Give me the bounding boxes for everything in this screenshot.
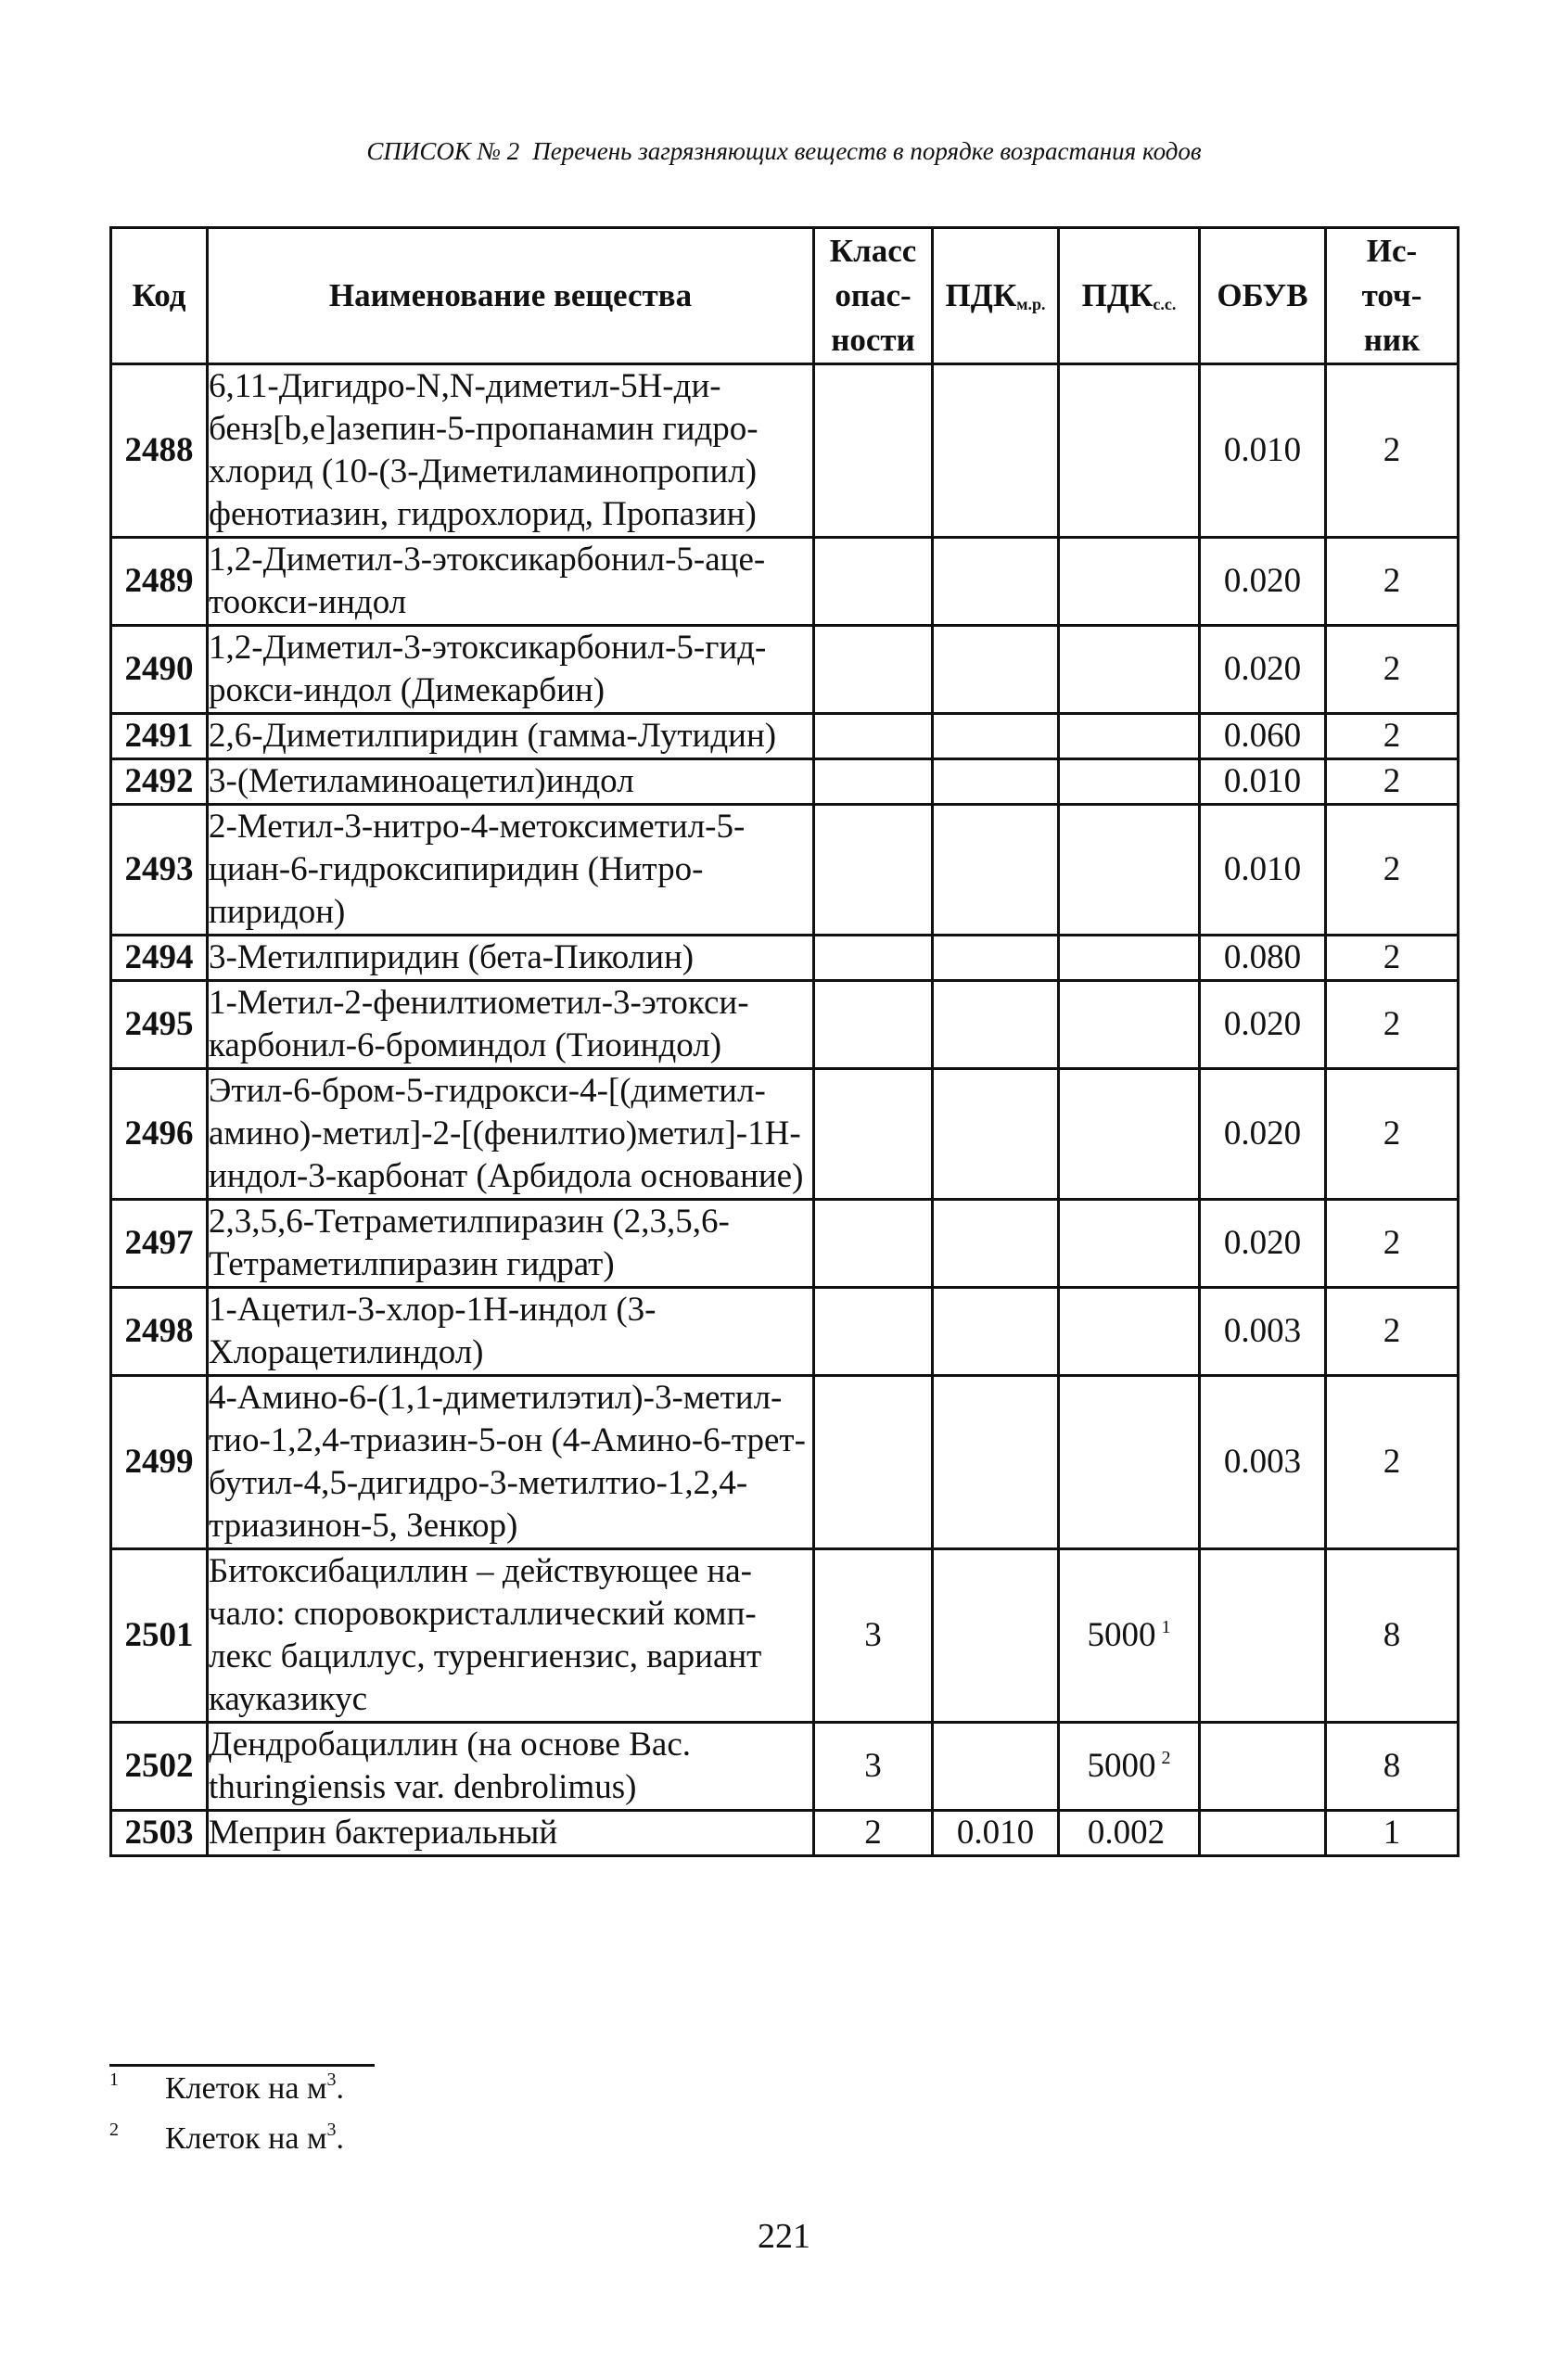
cell-pdk-mr bbox=[933, 364, 1059, 538]
cell-pdk-mr bbox=[933, 1200, 1059, 1288]
cell-name: 6,11-Дигидро-N,N-диметил-5Н-ди-бенз[b,e]азепин-5-пропанамин гидро-хлорид (10-(3-Диметиламинопропил) фенотиазин, гидрохлорид, Пропазин) bbox=[208, 364, 814, 538]
cell-code: 2488 bbox=[111, 364, 208, 538]
cell-hazard-class bbox=[814, 981, 933, 1069]
table-row bbox=[111, 538, 1459, 626]
cell-code: 2491 bbox=[111, 714, 208, 759]
cell-name: 2-Метил-3-нитро-4-метоксиметил-5-циан-6-гидроксипиридин (Нитро-пиридон) bbox=[208, 805, 814, 936]
cell-source: 8 bbox=[1326, 1723, 1459, 1811]
table-row bbox=[111, 805, 1459, 936]
cell-hazard-class bbox=[814, 1376, 933, 1549]
cell-code: 2498 bbox=[111, 1288, 208, 1376]
footnote-mark: 2 bbox=[109, 2120, 119, 2140]
list-subtitle: Перечень загрязняющих веществ в порядке возрастания кодов bbox=[532, 137, 1202, 165]
cell-pdk-mr bbox=[933, 936, 1059, 981]
cell-source: 2 bbox=[1326, 626, 1459, 714]
cell-pdk-ss bbox=[1059, 714, 1200, 759]
table-row bbox=[111, 1200, 1459, 1288]
cell-source: 2 bbox=[1326, 364, 1459, 538]
cell-obuv bbox=[1200, 1723, 1326, 1811]
footnote-text: Клеток на $м^3$. bbox=[165, 2120, 344, 2156]
cell-code: 2496 bbox=[111, 1069, 208, 1200]
table-body bbox=[111, 364, 1459, 1856]
col-header-pdk-ss bbox=[1059, 228, 1200, 364]
footnote-2 bbox=[109, 2120, 344, 2157]
cell-pdk-mr bbox=[933, 759, 1059, 805]
col-header-code: Код bbox=[111, 228, 208, 364]
cell-source: 2 bbox=[1326, 714, 1459, 759]
table-row bbox=[111, 626, 1459, 714]
cell-code: 2493 bbox=[111, 805, 208, 936]
col-header-name: Наименование вещества bbox=[208, 228, 814, 364]
cell-source: 2 bbox=[1326, 1376, 1459, 1549]
table-row bbox=[111, 1723, 1459, 1811]
cell-source: 2 bbox=[1326, 1069, 1459, 1200]
cell-hazard-class bbox=[814, 364, 933, 538]
cell-obuv: 0.003 bbox=[1200, 1376, 1326, 1549]
cell-source: 2 bbox=[1326, 538, 1459, 626]
cell-code: 2501 bbox=[111, 1549, 208, 1723]
cell-code: 2503 bbox=[111, 1811, 208, 1856]
pdk-ss-subscript: с.с. bbox=[1153, 295, 1177, 313]
footnote-1 bbox=[109, 2069, 344, 2107]
cell-pdk-ss bbox=[1059, 936, 1200, 981]
cell-pdk-ss: 5000 $^2$ bbox=[1059, 1723, 1200, 1811]
source-label: Ис-точ-ник bbox=[1361, 233, 1422, 358]
cell-code: 2497 bbox=[111, 1200, 208, 1288]
cell-obuv bbox=[1200, 1811, 1326, 1856]
table-row bbox=[111, 1811, 1459, 1856]
cell-pdk-ss bbox=[1059, 1200, 1200, 1288]
cell-obuv: 0.010 bbox=[1200, 364, 1326, 538]
cell-obuv: 0.020 bbox=[1200, 538, 1326, 626]
cell-pdk-mr bbox=[933, 981, 1059, 1069]
footnote-text: Клеток на $м^3$. bbox=[165, 2069, 344, 2106]
cell-obuv: 0.080 bbox=[1200, 936, 1326, 981]
col-header-source bbox=[1326, 228, 1459, 364]
table-row bbox=[111, 364, 1459, 538]
cell-pdk-ss bbox=[1059, 626, 1200, 714]
cell-pdk-ss bbox=[1059, 1376, 1200, 1549]
cell-name: Дендробациллин (на основе Вас. thuringiensis var. denbrolimus) bbox=[208, 1723, 814, 1811]
cell-obuv: 0.060 bbox=[1200, 714, 1326, 759]
cell-obuv: 0.020 bbox=[1200, 981, 1326, 1069]
cell-name: Меприн бактериальный bbox=[208, 1811, 814, 1856]
cell-hazard-class: 3 bbox=[814, 1723, 933, 1811]
cell-hazard-class: 3 bbox=[814, 1549, 933, 1723]
cell-source: 2 bbox=[1326, 936, 1459, 981]
cell-name: 1-Метил-2-фенилтиометил-3-этокси-карбонил-6-броминдол (Тиоиндол) bbox=[208, 981, 814, 1069]
cell-pdk-mr bbox=[933, 714, 1059, 759]
cell-name: 2,3,5,6-Тетраметилпиразин (2,3,5,6-Тетраметилпиразин гидрат) bbox=[208, 1200, 814, 1288]
cell-source: 8 bbox=[1326, 1549, 1459, 1723]
table-row bbox=[111, 1288, 1459, 1376]
cell-source: 2 bbox=[1326, 805, 1459, 936]
cell-pdk-ss bbox=[1059, 364, 1200, 538]
cell-code: 2490 bbox=[111, 626, 208, 714]
table-row bbox=[111, 981, 1459, 1069]
cell-pdk-mr: 0.010 bbox=[933, 1811, 1059, 1856]
cell-hazard-class bbox=[814, 538, 933, 626]
cell-obuv: 0.020 bbox=[1200, 1200, 1326, 1288]
cell-source: 2 bbox=[1326, 759, 1459, 805]
cell-source: 2 bbox=[1326, 1288, 1459, 1376]
cell-obuv: 0.020 bbox=[1200, 626, 1326, 714]
cell-code: 2502 bbox=[111, 1723, 208, 1811]
cell-obuv bbox=[1200, 1549, 1326, 1723]
cell-hazard-class: 2 bbox=[814, 1811, 933, 1856]
cell-hazard-class bbox=[814, 1200, 933, 1288]
cell-pdk-ss: 0.002 bbox=[1059, 1811, 1200, 1856]
cell-source: 1 bbox=[1326, 1811, 1459, 1856]
cell-pdk-mr bbox=[933, 1723, 1059, 1811]
cell-pdk-ss bbox=[1059, 538, 1200, 626]
cell-pdk-mr bbox=[933, 1288, 1059, 1376]
table-row bbox=[111, 714, 1459, 759]
cell-pdk-mr bbox=[933, 538, 1059, 626]
pdk-mr-label: ПДК bbox=[945, 277, 1017, 313]
cell-code: 2489 bbox=[111, 538, 208, 626]
hazard-class-label: Класс опас-ности bbox=[829, 233, 917, 358]
pdk-ss-label: ПДК bbox=[1081, 277, 1154, 313]
table-row bbox=[111, 1376, 1459, 1549]
page-number: 221 bbox=[758, 2217, 810, 2256]
cell-code: 2495 bbox=[111, 981, 208, 1069]
pdk-mr-subscript: м.р. bbox=[1016, 295, 1046, 313]
cell-pdk-ss bbox=[1059, 981, 1200, 1069]
cell-pdk-ss bbox=[1059, 1288, 1200, 1376]
cell-obuv: 0.020 bbox=[1200, 1069, 1326, 1200]
cell-source: 2 bbox=[1326, 1200, 1459, 1288]
cell-name: Битоксибациллин – действующее на-чало: споровокристаллический комп-лекс бациллус, туренгиензис, вариант кауказикус bbox=[208, 1549, 814, 1723]
cell-pdk-ss bbox=[1059, 1069, 1200, 1200]
list-title: СПИСОК № 2 bbox=[366, 137, 520, 165]
col-header-pdk-mr bbox=[933, 228, 1059, 364]
substances-table bbox=[109, 226, 1460, 1857]
table-row bbox=[111, 936, 1459, 981]
cell-hazard-class bbox=[814, 1288, 933, 1376]
cell-name: 4-Амино-6-(1,1-диметилэтил)-3-метил-тио-1,2,4-триазин-5-он (4-Амино-6-трет-бутил-4,5-дигидро-3-метилтио-1,2,4-триазинон-5, Зенкор) bbox=[208, 1376, 814, 1549]
cell-pdk-ss bbox=[1059, 805, 1200, 936]
cell-hazard-class bbox=[814, 1069, 933, 1200]
footnote-divider bbox=[109, 2064, 375, 2067]
cell-pdk-mr bbox=[933, 1549, 1059, 1723]
cell-obuv: 0.010 bbox=[1200, 759, 1326, 805]
table-row bbox=[111, 759, 1459, 805]
cell-code: 2499 bbox=[111, 1376, 208, 1549]
cell-name: 2,6-Диметилпиридин (гамма-Лутидин) bbox=[208, 714, 814, 759]
cell-name: Этил-6-бром-5-гидрокси-4-[(диметил-амино)-метил]-2-[(фенилтио)метил]-1Н-индол-3-карбонат (Арбидола основание) bbox=[208, 1069, 814, 1200]
cell-code: 2494 bbox=[111, 936, 208, 981]
cell-hazard-class bbox=[814, 759, 933, 805]
cell-name: 1,2-Диметил-3-этоксикарбонил-5-аце-тоокси-индол bbox=[208, 538, 814, 626]
cell-hazard-class bbox=[814, 714, 933, 759]
page-header bbox=[0, 137, 1568, 166]
cell-hazard-class bbox=[814, 626, 933, 714]
table-row bbox=[111, 1069, 1459, 1200]
footnote-ref: 2 bbox=[1161, 1748, 1171, 1768]
footnote-ref: 1 bbox=[1161, 1617, 1171, 1637]
cell-name: 1-Ацетил-3-хлор-1Н-индол (3-Хлорацетилиндол) bbox=[208, 1288, 814, 1376]
cell-source: 2 bbox=[1326, 981, 1459, 1069]
substances-table-wrap bbox=[109, 226, 1460, 1857]
cell-hazard-class bbox=[814, 805, 933, 936]
cell-name: 3-(Метиламиноацетил)индол bbox=[208, 759, 814, 805]
cell-code: 2492 bbox=[111, 759, 208, 805]
footnote-mark: 1 bbox=[109, 2069, 119, 2090]
col-header-obuv: ОБУВ bbox=[1200, 228, 1326, 364]
cell-pdk-ss bbox=[1059, 759, 1200, 805]
col-header-hazard-class bbox=[814, 228, 933, 364]
table-row bbox=[111, 1549, 1459, 1723]
cell-obuv: 0.010 bbox=[1200, 805, 1326, 936]
cell-pdk-mr bbox=[933, 1069, 1059, 1200]
cell-name: 1,2-Диметил-3-этоксикарбонил-5-гид-рокси-индол (Димекарбин) bbox=[208, 626, 814, 714]
cell-pdk-mr bbox=[933, 626, 1059, 714]
cell-pdk-ss: 5000 $^1$ bbox=[1059, 1549, 1200, 1723]
cell-name: 3-Метилпиридин (бета-Пиколин) bbox=[208, 936, 814, 981]
table-header-row bbox=[111, 228, 1459, 364]
cell-obuv: 0.003 bbox=[1200, 1288, 1326, 1376]
cell-pdk-mr bbox=[933, 1376, 1059, 1549]
cell-pdk-mr bbox=[933, 805, 1059, 936]
cell-hazard-class bbox=[814, 936, 933, 981]
